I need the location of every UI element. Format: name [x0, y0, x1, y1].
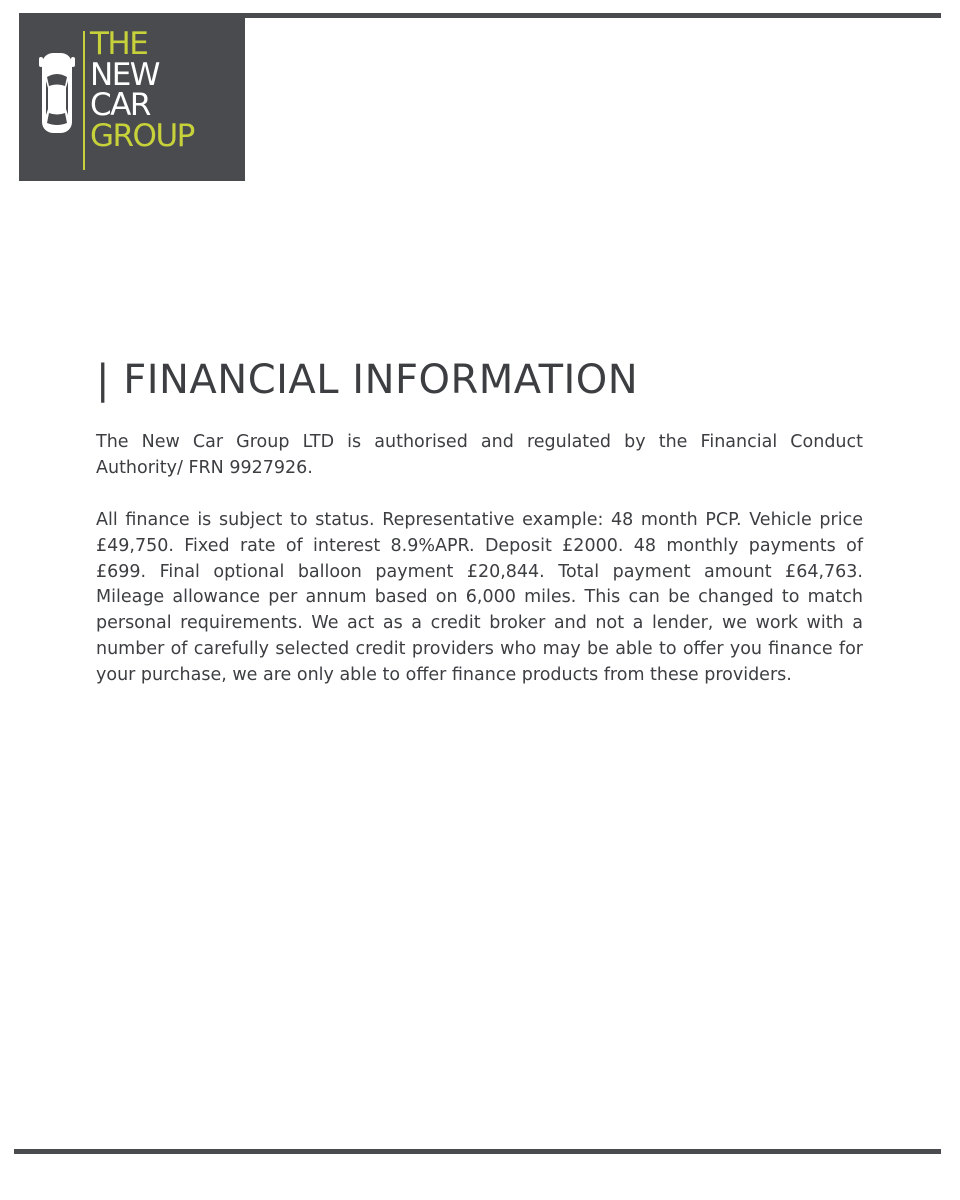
car-top-view-icon [37, 51, 77, 135]
logo-line-the: THE [90, 26, 148, 62]
finance-paragraph: All finance is subject to status. Representative example: 48 month PCP. Vehicle price £49,750. Fixed rate of interest 8.9%APR. Deposit £2000. 48 monthly payments of £699. Final optional balloon payment £20,844. Total payment amount £64,763. Mileage allowance per annum based on 6,000 miles. This can be changed to match personal requirements. We act as a credit broker and not a lender, we work with a number of carefully selected credit providers who may be able to offer you finance for your purchase, we are only able to offer finance products from these providers. [96, 510, 863, 685]
page-title: | FINANCIAL INFORMATION [96, 357, 639, 403]
logo-line-car: CAR [90, 87, 150, 123]
logo-divider [83, 31, 85, 170]
regulation-paragraph: The New Car Group LTD is authorised and regulated by the Financial Conduct Authority/ FRN 9927926. [96, 432, 863, 478]
company-logo [19, 15, 245, 181]
logo-line-new: NEW [90, 56, 159, 93]
bottom-rule [14, 1149, 941, 1154]
logo-wordmark [90, 26, 194, 154]
logo-line-group: GROUP [90, 117, 194, 154]
